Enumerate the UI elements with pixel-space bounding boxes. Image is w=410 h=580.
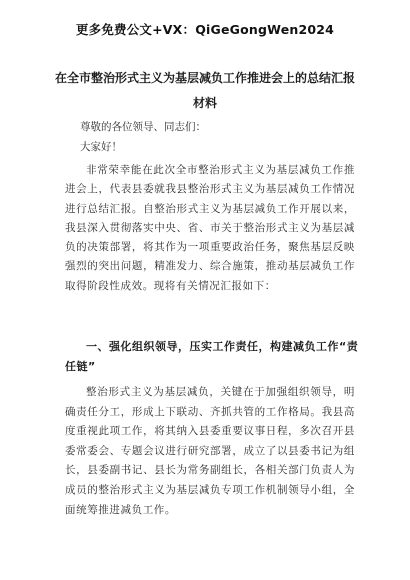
section-heading-1: 一、强化组织领导，压实工作责任，构建减负工作“责任链” [65, 340, 359, 373]
watermark-header: 更多免费公文+VX：QiGeGongWen2024 [75, 22, 335, 37]
paragraph-section-1: 整治形式主义为基层减负，关键在于加强组织领导，明确责任分工，形成上下联动、齐抓共管的工作格局。我县高度重视此项工作，将其纳入县委重要议事日程，多次召开县委常委会、专题会议进行研究部署，成立了以县委书记为组长，县委副书记、县长为常务副组长，各相关部门负责人为成员的整治形式主义为基层减负专项工作机制领导小组，全面统筹推进减负工作。 [65, 386, 355, 516]
paragraph-intro: 非常荣幸能在此次全市整治形式主义为基层减负工作推进会上，代表县委就我县整治形式主义为基层减负工作情况进行总结汇报。自整治形式主义为基层减负工作开展以来，我县深入贯彻落实中央、省、市关于整治形式主义为基层减负的决策部署，将其作为一项重要政治任务，聚焦基层反映强烈的突出问题，精准发力、综合施策，推动基层减负工作取得阶段性成效。现将有关情况汇报如下： [65, 164, 355, 292]
document-title: 在全市整治形式主义为基层减负工作推进会上的总结汇报材料 [54, 71, 355, 110]
greeting: 大家好！ [80, 141, 122, 153]
salutation: 尊敬的各位领导、同志们： [80, 121, 206, 133]
